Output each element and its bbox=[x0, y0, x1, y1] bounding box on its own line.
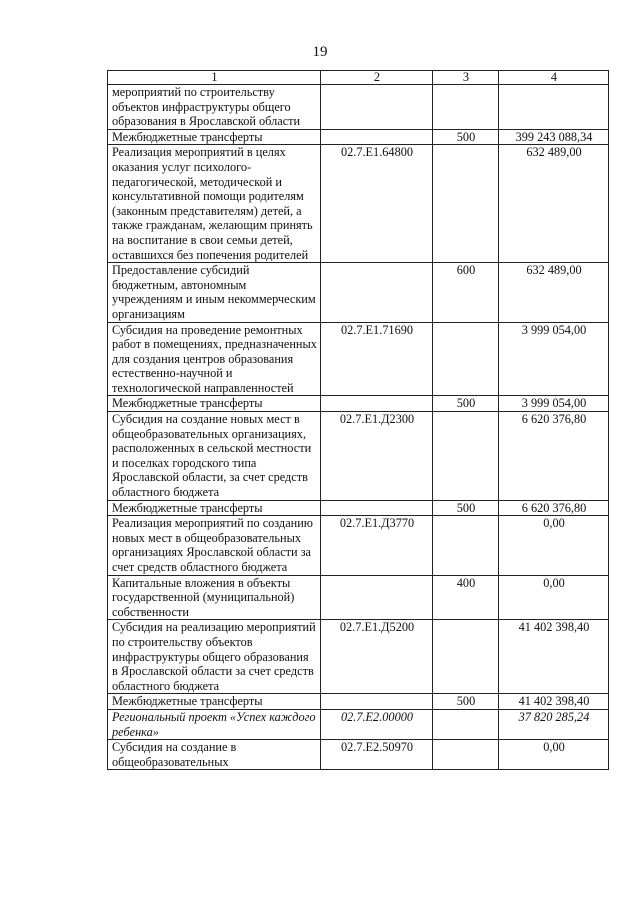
expense-type bbox=[433, 516, 499, 575]
table-row bbox=[108, 145, 609, 263]
target-code bbox=[321, 500, 433, 516]
table-row bbox=[108, 694, 609, 710]
expense-type: 500 bbox=[433, 396, 499, 412]
table-row bbox=[108, 129, 609, 145]
expense-type bbox=[433, 322, 499, 396]
table-row bbox=[108, 740, 609, 770]
item-name: Межбюджетные трансферты bbox=[108, 396, 321, 412]
item-name: Субсидия на создание в общеобразовательных bbox=[108, 740, 321, 770]
target-code bbox=[321, 85, 433, 130]
item-name: Реализация мероприятий в целях оказания услуг психолого-педагогической, методической и консультативной помощи родителям (законным представителям) детей, а также гражданам, желающим принять на воспитание в свои семьи детей, оставшихся без попечения родителей bbox=[108, 145, 321, 263]
table-row bbox=[108, 575, 609, 620]
expense-type: 400 bbox=[433, 575, 499, 620]
expense-type bbox=[433, 709, 499, 739]
item-name: Субсидия на реализацию мероприятий по строительству объектов инфраструктуры общего образования в Ярославской области за счет средств областного бюджета bbox=[108, 620, 321, 694]
table-header-row bbox=[108, 71, 609, 85]
target-code bbox=[321, 263, 433, 322]
amount: 6 620 376,80 bbox=[499, 500, 609, 516]
expense-type: 600 bbox=[433, 263, 499, 322]
target-code: 02.7.E1.Д5200 bbox=[321, 620, 433, 694]
target-code bbox=[321, 575, 433, 620]
item-name: Межбюджетные трансферты bbox=[108, 129, 321, 145]
amount: 0,00 bbox=[499, 740, 609, 770]
target-code bbox=[321, 396, 433, 412]
target-code: 02.7.E1.Д3770 bbox=[321, 516, 433, 575]
table-row bbox=[108, 322, 609, 396]
target-code: 02.7.E1.64800 bbox=[321, 145, 433, 263]
amount: 3 999 054,00 bbox=[499, 322, 609, 396]
item-name: Капитальные вложения в объекты государственной (муниципальной) собственности bbox=[108, 575, 321, 620]
amount: 41 402 398,40 bbox=[499, 694, 609, 710]
expense-type bbox=[433, 620, 499, 694]
table-row bbox=[108, 412, 609, 501]
expense-type: 500 bbox=[433, 500, 499, 516]
header-cell: 3 bbox=[433, 71, 499, 85]
header-cell: 4 bbox=[499, 71, 609, 85]
table-row bbox=[108, 263, 609, 322]
amount: 0,00 bbox=[499, 575, 609, 620]
amount: 3 999 054,00 bbox=[499, 396, 609, 412]
amount bbox=[499, 85, 609, 130]
expense-type bbox=[433, 740, 499, 770]
budget-table bbox=[107, 70, 609, 770]
table-row bbox=[108, 85, 609, 130]
amount: 632 489,00 bbox=[499, 145, 609, 263]
table-row bbox=[108, 620, 609, 694]
table-row bbox=[108, 396, 609, 412]
target-code bbox=[321, 694, 433, 710]
header-cell: 2 bbox=[321, 71, 433, 85]
item-name: Реализация мероприятий по созданию новых мест в общеобразовательных организациях Ярославской области за счет средств областного бюджета bbox=[108, 516, 321, 575]
item-name: Региональный проект «Успех каждого ребенка» bbox=[108, 709, 321, 739]
target-code: 02.7.E2.50970 bbox=[321, 740, 433, 770]
target-code bbox=[321, 129, 433, 145]
page-number: 19 bbox=[312, 44, 328, 60]
table-row-regional-project bbox=[108, 709, 609, 739]
amount: 0,00 bbox=[499, 516, 609, 575]
item-name: Межбюджетные трансферты bbox=[108, 500, 321, 516]
table-row bbox=[108, 516, 609, 575]
target-code: 02.7.E2.00000 bbox=[321, 709, 433, 739]
target-code: 02.7.E1.71690 bbox=[321, 322, 433, 396]
amount: 399 243 088,34 bbox=[499, 129, 609, 145]
target-code: 02.7.E1.Д2300 bbox=[321, 412, 433, 501]
expense-type: 500 bbox=[433, 129, 499, 145]
item-name: Субсидия на проведение ремонтных работ в помещениях, предназначенных для создания центров образования естественно-научной и технологической направленностей bbox=[108, 322, 321, 396]
amount: 37 820 285,24 bbox=[499, 709, 609, 739]
header-cell: 1 bbox=[108, 71, 321, 85]
item-name: Предоставление субсидий бюджетным, автономным учреждениям и иным некоммерческим организациям bbox=[108, 263, 321, 322]
expense-type bbox=[433, 412, 499, 501]
item-name: Субсидия на создание новых мест в общеобразовательных организациях, расположенных в сельской местности и поселках городского типа Ярославской области, за счет средств областного бюджета bbox=[108, 412, 321, 501]
expense-type bbox=[433, 85, 499, 130]
expense-type bbox=[433, 145, 499, 263]
item-name: мероприятий по строительству объектов инфраструктуры общего образования в Ярославской области bbox=[108, 85, 321, 130]
table-row bbox=[108, 500, 609, 516]
item-name: Межбюджетные трансферты bbox=[108, 694, 321, 710]
amount: 632 489,00 bbox=[499, 263, 609, 322]
expense-type: 500 bbox=[433, 694, 499, 710]
amount: 41 402 398,40 bbox=[499, 620, 609, 694]
amount: 6 620 376,80 bbox=[499, 412, 609, 501]
